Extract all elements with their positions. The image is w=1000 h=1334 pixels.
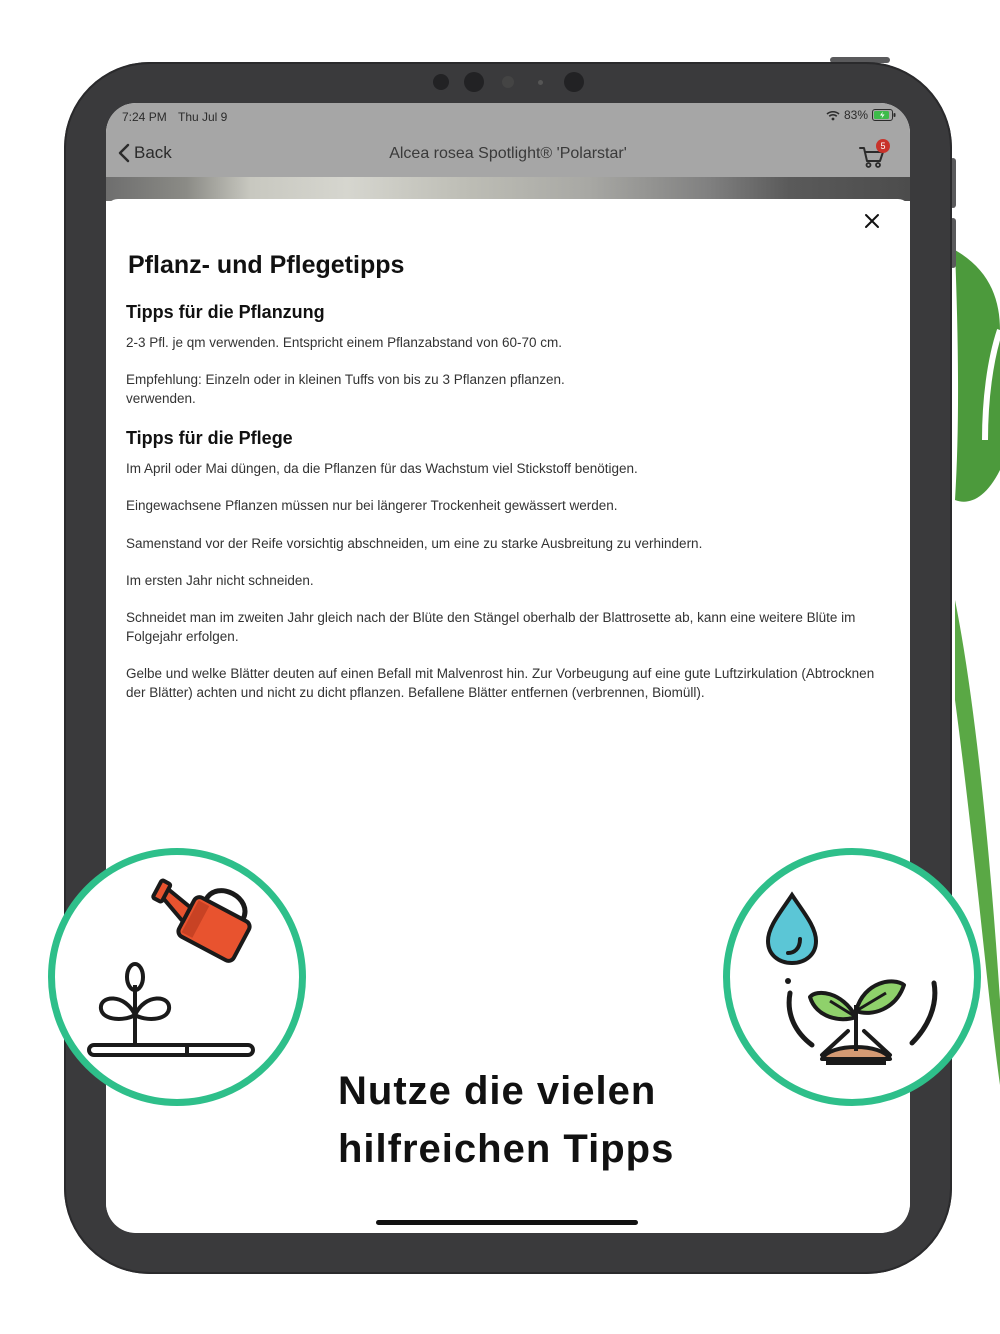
home-indicator: [376, 1220, 638, 1225]
tip-paragraph: Schneidet man im zweiten Jahr gleich nach der Blüte den Stängel oberhalb der Blattrosette ab, kann eine weitere Blüte im Folgejahr erfolgen.: [126, 610, 856, 644]
close-icon: [862, 211, 882, 231]
section-heading-care: Tipps für die Pflege: [126, 428, 293, 448]
status-indicators: [826, 108, 896, 122]
status-time: 7:24 PM: [122, 110, 167, 124]
page-title: Alcea rosea Spotlight® 'Polarstar': [389, 145, 627, 162]
watering-can-sprout-icon: [55, 855, 299, 1099]
back-label: Back: [134, 143, 172, 162]
battery-percentage: 83%: [843, 108, 868, 122]
tagline-line-2: hilfreichen Tipps: [338, 1127, 675, 1171]
status-bar: [106, 103, 910, 131]
tip-paragraph: Im ersten Jahr nicht schneiden.: [126, 573, 314, 588]
camera-dot: [538, 80, 543, 85]
water-drop-plant-icon: [730, 855, 974, 1099]
camera-lens: [502, 76, 514, 88]
sheet-title: Pflanz- und Pflegetipps: [128, 251, 405, 279]
camera-sensor: [464, 72, 484, 92]
cart-badge: 5: [876, 139, 890, 153]
tip-paragraph: 2-3 Pfl. je qm verwenden. Entspricht einem Pflanzabstand von 60-70 cm.: [126, 335, 562, 350]
section-heading-planting: Tipps für die Pflanzung: [126, 302, 325, 322]
promo-tagline: [338, 1062, 674, 1178]
product-photo: [106, 177, 910, 201]
status-date: Thu Jul 9: [178, 110, 228, 124]
wifi-icon: [826, 110, 840, 121]
camera-sensor: [564, 72, 584, 92]
tip-paragraph: Gelbe und welke Blätter deuten auf einen Befall mit Malvenrost hin. Zur Vorbeugung auf eine gute Luftzirkulation (Abtrocknen der Blätter) achten und nicht zu dicht pflanzen. Befallene Blätter entfernen (verbrennen, Biomüll).: [126, 666, 875, 700]
tip-paragraph: Eingewachsene Pflanzen müssen nur bei längerer Trockenheit gewässert werden.: [126, 498, 618, 513]
tip-paragraph: Empfehlung: Einzeln oder in kleinen Tuffs von bis zu 3 Pflanzen pflanzen. verwenden.: [126, 372, 565, 406]
watering-badge: [48, 848, 306, 1106]
tip-paragraph: Samenstand vor der Reife vorsichtig abschneiden, um eine zu starke Ausbreitung zu verhindern.: [126, 536, 703, 551]
camera-sensor: [433, 74, 449, 90]
navigation-bar: [106, 131, 910, 177]
cart-button[interactable]: [858, 139, 890, 169]
plant-care-badge: [723, 848, 981, 1106]
close-button[interactable]: [862, 211, 882, 231]
tip-paragraph: Im April oder Mai düngen, da die Pflanzen für das Wachstum viel Stickstoff benötigen.: [126, 461, 638, 476]
battery-icon: [872, 109, 896, 121]
tagline-line-1: Nutze die vielen: [338, 1069, 657, 1113]
